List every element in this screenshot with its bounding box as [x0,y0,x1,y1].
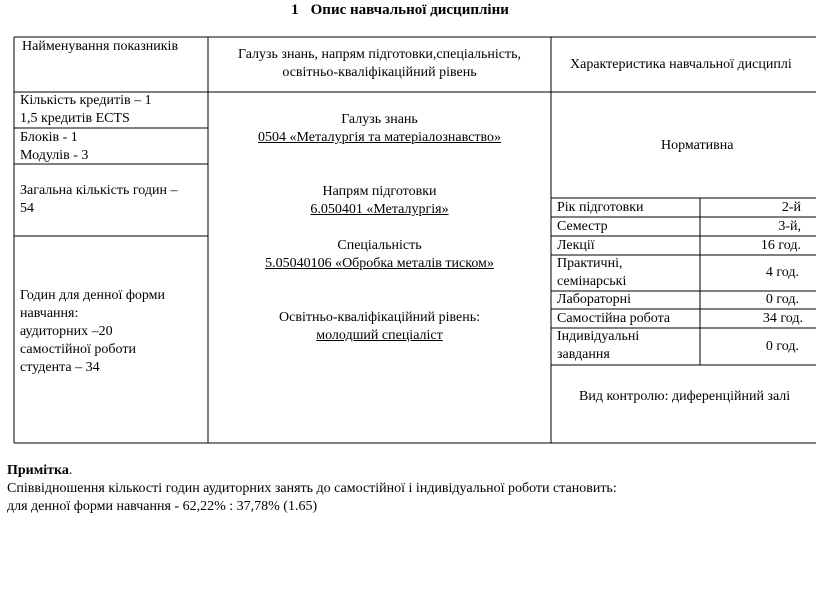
row-value-selfwork: 34 год. [762,311,803,326]
row-value-individual: 0 год. [765,339,799,354]
credits-line2: 1,5 кредитів ECTS [20,111,130,126]
row-label-year: Рік підготовки [557,200,644,215]
daily-hours-line5: студента – 34 [20,360,100,375]
daily-hours-line2: навчання: [20,306,79,321]
direction-label: Напрям підготовки [322,184,437,199]
daily-hours-line4: самостійної роботи [20,342,136,357]
note-line1: Співвідношення кількості годин аудиторних занять до самостійної і індивідуальної роботи становить: [7,481,617,496]
note-heading-suffix: . [68,463,73,478]
level-value: молодший спеціаліст [316,328,443,343]
control-type: Вид контролю: диференційний залі [579,389,791,404]
daily-hours-line1: Годин для денної форми [20,288,166,303]
specialty-value: 5.05040106 «Обробка металів тиском» [265,256,494,271]
note-heading: Примітка [7,463,69,478]
row-label-practical-line1: Практичні, [557,256,623,271]
row-value-semester: 3-й, [778,219,801,234]
header-field-line1: Галузь знань, напрям підготовки,спеціальність, [237,47,522,62]
header-characteristics: Характеристика навчальної дисциплі [570,57,792,72]
note-line2: для денної форми навчання - 62,22% : 37,78% (1.65) [7,499,318,514]
row-value-laboratory: 0 год. [765,292,799,307]
row-value-year: 2-й [781,200,801,215]
row-label-lectures: Лекції [557,238,595,253]
direction-value: 6.050401 «Металургія» [310,202,449,217]
modules-count: Модулів - 3 [20,148,89,163]
row-label-selfwork: Самостійна робота [557,311,671,326]
row-label-individual-line1: Індивідуальні [557,329,640,344]
field-value: 0504 «Металургія та матеріалознавство» [258,130,501,145]
total-hours-line2: 54 [20,201,34,216]
row-label-practical-line2: семінарські [557,274,627,289]
section-title-text: Опис навчальної дисципліни [310,2,509,18]
specialty-label: Спеціальність [337,238,422,253]
course-type: Нормативна [661,138,734,153]
row-label-laboratory: Лабораторні [557,292,631,307]
blocks-count: Блоків - 1 [20,130,78,145]
row-value-practical: 4 год. [765,265,799,280]
row-value-lectures: 16 год. [760,238,801,253]
credits-line1: Кількість кредитів – 1 [20,93,152,108]
section-number: 1 [291,2,299,18]
total-hours-line1: Загальна кількість годин – [20,183,178,198]
field-label: Галузь знань [341,112,418,127]
row-label-individual-line2: завдання [557,347,610,362]
header-indicators: Найменування показників [22,39,179,54]
note-block [7,462,617,516]
header-field-line2: освітньо-кваліфікаційний рівень [282,65,477,80]
row-label-semester: Семестр [557,219,608,234]
daily-hours-line3: аудиторних –20 [20,324,113,339]
level-label: Освітньо-кваліфікаційний рівень: [279,310,480,325]
